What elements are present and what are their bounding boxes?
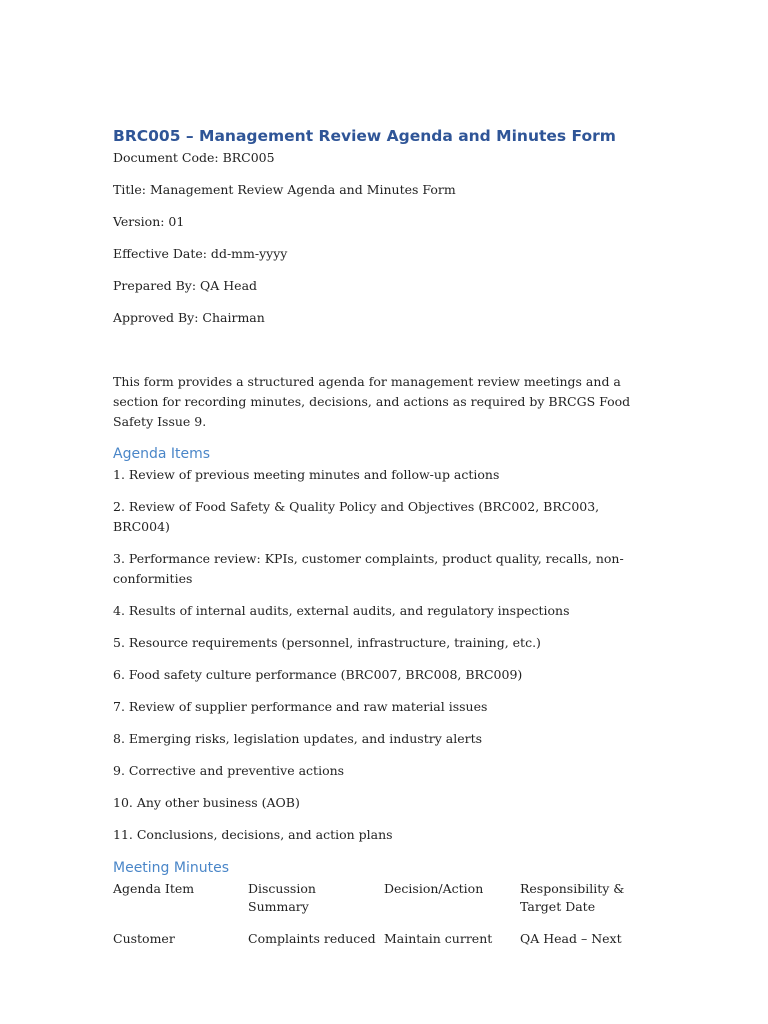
agenda-item: 5. Resource requirements (personnel, infrastructure, training, etc.) bbox=[113, 635, 541, 650]
document-title: BRC005 – Management Review Agenda and Minutes Form bbox=[113, 127, 616, 145]
agenda-item: 3. Performance review: KPIs, customer complaints, product quality, recalls, non-conformities bbox=[113, 551, 624, 586]
meta-title: Title: Management Review Agenda and Minutes Form bbox=[113, 182, 456, 197]
meta-version: Version: 01 bbox=[113, 214, 185, 229]
agenda-item: 8. Emerging risks, legislation updates, and industry alerts bbox=[113, 731, 483, 746]
agenda-item: 1. Review of previous meeting minutes and follow-up actions bbox=[113, 467, 500, 482]
agenda-list bbox=[113, 465, 653, 845]
meta-approved-by: Approved By: Chairman bbox=[113, 310, 265, 325]
agenda-item: 9. Corrective and preventive actions bbox=[113, 763, 345, 778]
agenda-item: 7. Review of supplier performance and raw material issues bbox=[113, 699, 488, 714]
meta-effective-date: Effective Date: dd-mm-yyyy bbox=[113, 246, 288, 261]
column-header-agenda-item: Agenda Item bbox=[113, 881, 195, 896]
agenda-item: 4. Results of internal audits, external audits, and regulatory inspections bbox=[113, 603, 570, 618]
agenda-item: 2. Review of Food Safety & Quality Policy and Objectives (BRC002, BRC003, BRC004) bbox=[113, 499, 600, 534]
minutes-table bbox=[113, 880, 653, 948]
agenda-heading: Agenda Items bbox=[113, 446, 211, 462]
column-header-responsibility: Responsibility & Target Date bbox=[520, 881, 625, 914]
meta-document-code: Document Code: BRC005 bbox=[113, 150, 275, 165]
agenda-item: 10. Any other business (AOB) bbox=[113, 795, 300, 810]
document-body bbox=[113, 124, 653, 948]
minutes-heading: Meeting Minutes bbox=[113, 860, 230, 876]
table-cell: Complaints reduced bbox=[248, 931, 376, 946]
column-header-decision-action: Decision/Action bbox=[384, 881, 484, 896]
document-meta bbox=[113, 148, 653, 340]
agenda-item: 6. Food safety culture performance (BRC007, BRC008, BRC009) bbox=[113, 667, 523, 682]
agenda-item: 11. Conclusions, decisions, and action plans bbox=[113, 827, 393, 842]
table-cell: QA Head – Next bbox=[520, 931, 622, 946]
intro-paragraph: This form provides a structured agenda for management review meetings and a section for recording minutes, decisions, and actions as required by BRCGS Food Safety Issue 9. bbox=[113, 374, 631, 429]
table-cell: Customer bbox=[113, 931, 175, 946]
meta-prepared-by: Prepared By: QA Head bbox=[113, 278, 258, 293]
column-header-discussion-summary: Discussion Summary bbox=[248, 881, 316, 914]
table-cell: Maintain current bbox=[384, 931, 493, 946]
